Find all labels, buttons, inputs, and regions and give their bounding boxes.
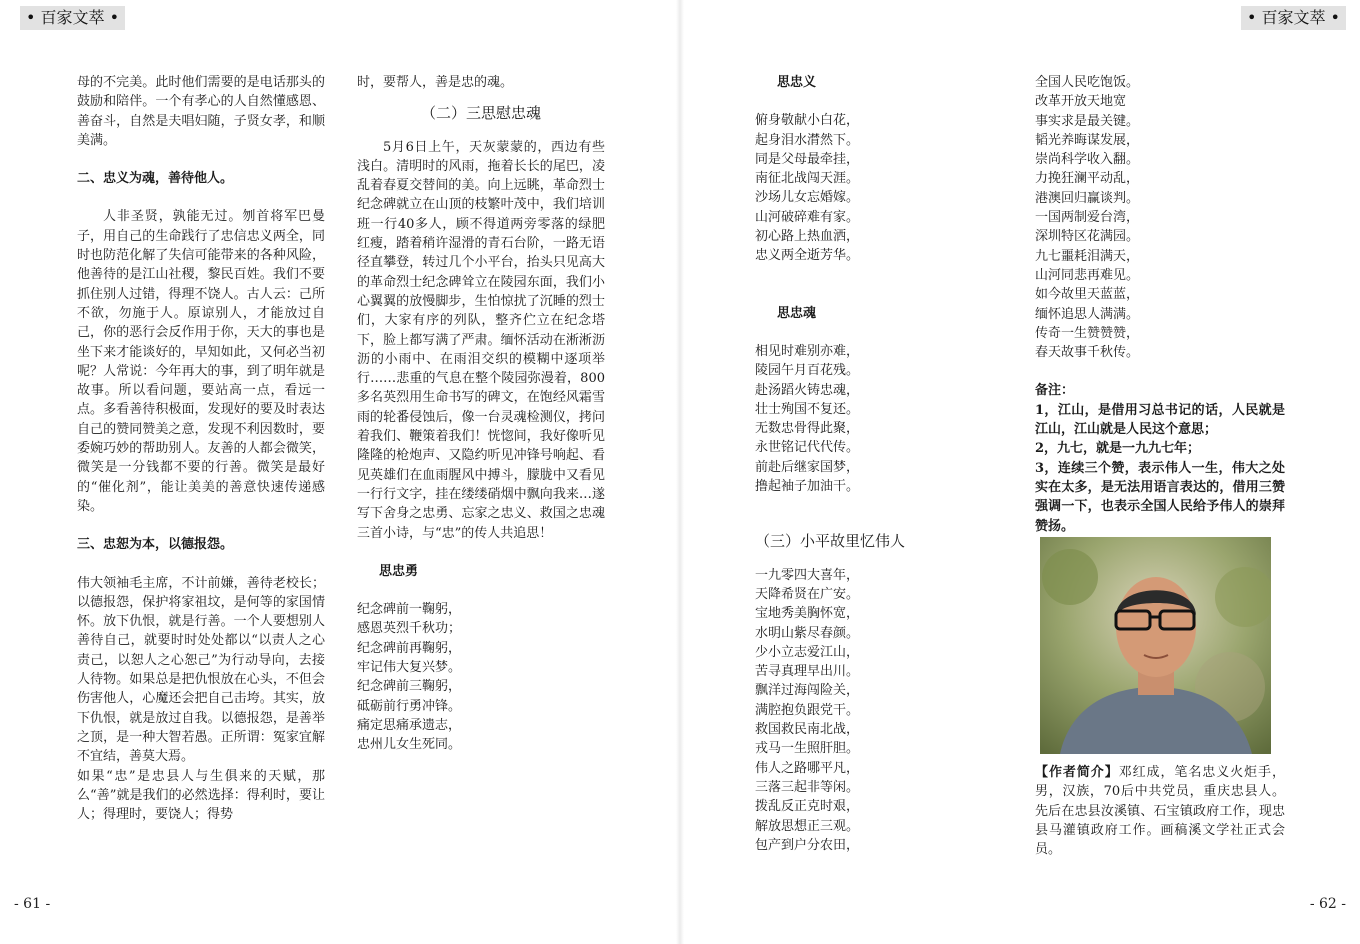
bio-text: 邓红成，笔名忠义火炬手，男，汉族，70后中共党员，重庆忠县人。先后在忠县汝溪镇、石宝镇政府工作，现忠县马灌镇政府工作。画稿溪文学社正式会员。 [1035,765,1285,858]
column-4 [1035,73,1285,533]
poem-line: 三落三起非等闲。 [755,779,860,795]
poem-line: 壮士殉国不复还。 [755,401,860,417]
poem-line: 深圳特区花满园。 [1035,229,1140,245]
section-heading: 二、忠义为魂，善待他人。 [77,171,234,187]
note-item: 3，连续三个赞，表示伟人一生，伟大之处实在太多，是无法用语言表达的，借用三赞强调一下，也表示全国人民给予伟人的崇拜赞扬。 [1035,460,1285,533]
poem-line: 前赴后继家国梦， [755,459,860,475]
poem-line: 解放思想正三观。 [755,818,860,834]
poem-line: 韬光养晦谋发展， [1035,132,1140,148]
poem-line: 港澳回归赢谈判。 [1035,190,1140,206]
poem [357,600,605,754]
poem-line: 牢记伟大复兴梦。 [357,660,462,676]
poem-line: 纪念碑前再鞠躬， [357,640,462,656]
note-item: 2，九七，就是一九九七年； [1035,441,1201,457]
poem-line: 满腔抱负跟党干。 [755,702,860,718]
poem-line: 纪念碑前一鞠躬， [357,602,462,618]
page-number-left: - 61 - [14,896,51,912]
poem-line: 如今故里天蓝蓝， [1035,287,1140,303]
poem-line: 初心路上热血洒， [755,229,860,245]
poem-line: 戎马一生照肝胆。 [755,741,860,757]
author-bio [1035,763,1285,859]
poem-title: 思忠勇 [379,563,419,579]
poem-line: 纪念碑前三鞠躬， [357,679,462,695]
page-spine [676,0,684,944]
poem-title: 思忠魂 [777,305,817,321]
poem [755,111,955,265]
note-item: 1，江山，是借用习总书记的话，人民就是江山，江山就是人民这个意思； [1035,402,1285,438]
poem-line: 水明山紫尽春颜。 [755,625,860,641]
page-number-right: - 62 - [1309,896,1346,912]
column-1 [77,73,325,863]
poem-line: 沙场儿女忘婚嫁。 [755,190,860,206]
poem-line: 救国救民南北战， [755,722,860,738]
poem-line: 无数忠骨得此聚， [755,421,860,437]
column-2 [357,73,605,833]
poem-line: 砥砺前行勇冲锋。 [357,698,462,714]
poem-line: 事实求是最关键。 [1035,113,1140,129]
notes [1035,381,1285,533]
poem-line: 苦寻真理早出川。 [755,664,860,680]
section-heading: （二）三思慰忠魂 [420,104,541,123]
poem-line: 同是父母最牵挂， [755,151,860,167]
section-heading: 三、忠恕为本，以德报怨。 [77,537,234,553]
poem-line: 全国人民吃饱饭。 [1035,75,1140,90]
author-photo [1040,537,1271,754]
poem-line: 力挽狂澜平动乱， [1035,171,1140,187]
poem-line: 山河同悲再难见。 [1035,267,1140,283]
poem [755,566,955,855]
poem-line: 传奇一生赞赞赞， [1035,325,1140,341]
poem-line: 九七噩耗泪满天， [1035,248,1140,264]
poem [1035,73,1285,362]
poem-line: 宝地秀美胸怀宽， [755,606,860,622]
poem-line: 一九零四大喜年， [755,567,860,583]
poem-line: 撸起袖子加油干。 [755,479,860,495]
poem-line: 忠州儿女生死同。 [357,737,462,753]
poem-line: 少小立志爱江山， [755,644,860,660]
poem-line: 俯身敬献小白花， [755,113,860,129]
header-tag-left: • 百家文萃 • [20,6,125,30]
poem-line: 陵园午月百花残。 [755,363,860,379]
paragraph: 5月6日上午，天灰蒙蒙的，西边有些浅白。清明时的风雨，拖着长长的尾巴，凌乱着春夏交替间的美。向上远眺，革命烈士纪念碑就立在山顶的枝繁叶茂中，我们培训班一行40多人，顾不得道两旁零落的绿肥红瘦，踏着稍许湿滑的青石台阶，一路无语径直攀登，转过几个小平台，抬头只见高大的革命烈士纪念碑耸立在陵园东面，我们小心翼翼的放慢脚步，生怕惊扰了沉睡的烈士们，大家有序的列队，整齐伫立在纪念塔下，脸上都写满了严肃。缅怀活动在淅淅沥沥的小雨中、在雨泪交织的模糊中逐项举行……悲重的气息在整个陵园弥漫着，800多名英烈用生命书写的碑文，在饱经风霜雪雨的轮番侵蚀后，像一台灵魂检测仪，拷问着我们、鞭策着我们！恍惚间，我好像听见隆隆的枪炮声、又隐约听见冲锋号响起、看见英雄们在血雨腥风中搏斗，朦胧中又看见一行行文字，挂在缕缕硝烟中飘向我来…遂写下舍身之忠勇、忘家之忠义、救国之忠魂三首小诗，与“忠”的传人共追思！ [357,139,605,541]
header-tag-right: • 百家文萃 • [1241,6,1346,30]
paragraph: 如果“忠”是忠县人与生俱来的天赋，那么“善”就是我们的必然选择：得利时，要让人；得理时，要饶人；得势 [77,768,325,823]
poem-line: 包产到户分农田， [755,837,860,853]
bio-lead: 【作者简介】 [1035,765,1119,780]
poem [755,342,955,496]
poem-line: 永世铭记代代传。 [755,440,860,456]
poem-line: 感恩英烈千秋功； [357,621,462,637]
paragraph: 伟大领袖毛主席，不计前嫌，善待老校长；以德报怨，保护将家祖坟，是何等的家国情怀。放下仇恨，就是行善。一个人要想别人善待自己，就要时时处处都以“以责人之心责己，以恕人之心恕己”为行动导向，去接人待物。如果总是把仇恨放在心头，不但会伤害他人，心魔还会把自己击垮。其实，放下仇恨，就是放过自我。以德报怨，是善举之顶，是一种大智若愚。正所谓：冤家宜解不宜结，善莫大焉。 [77,575,325,765]
notes-title: 备注： [1035,383,1075,399]
poem-line: 改革开放天地宽 [1035,94,1127,110]
paragraph: 人非圣贤，孰能无过。刎首将军巴曼子，用自己的生命践行了忠信忠义两全，同时也防范化解了失信可能带来的各种风险，他善待的是江山社稷，黎民百姓。我们不要抓住别人过错，得理不饶人。古人云：己所不欲，勿施于人。原谅别人，才能放过自己，你的恶行会反作用于你，天大的事也是坐下来才能谈好的，早知如此，又何必当初呢？人常说：今年再大的事，到了明年就是故事。所以看问题，要站高一点，看远一点。多看善待积极面，发现好的要及时表达自己的赞同赞美之意，发现不利因数时，要委婉巧妙的帮助别人。友善的人都会微笑，微笑是一分钱都不要的行善。微笑是最好的“催化剂”，能让美美的善意快速传递感染。 [77,209,325,514]
poem-line: 山河破碎难有家。 [755,209,860,225]
poem-line: 南征北战闯天涯。 [755,171,860,187]
poem-line: 缅怀追思人满满。 [1035,306,1140,322]
poem-line: 忠义两全逝芳华。 [755,248,860,264]
poem-line: 拨乱反正克时艰， [755,799,860,815]
paragraph: 时，要帮人，善是忠的魂。 [357,75,514,90]
poem-line: 赴汤蹈火铸忠魂， [755,382,860,398]
section-heading: （三）小平故里忆伟人 [755,532,906,551]
poem-line: 痛定思痛承遗志， [357,717,462,733]
poem-line: 相见时难别亦难， [755,343,860,359]
poem-line: 起身泪水潸然下。 [755,132,860,148]
poem-line: 春天故事千秋传。 [1035,345,1140,361]
author-portrait-image [1040,537,1271,754]
poem-line: 天降希贤在广安。 [755,586,860,602]
poem-line: 飘洋过海闯险关， [755,683,860,699]
poem-title: 思忠义 [777,75,817,90]
poem-line: 崇尚科学收入翻。 [1035,152,1140,168]
paragraph: 母的不完美。此时他们需要的是电话那头的鼓励和陪伴。一个有孝心的人自然懂感恩、善奋斗，自然是夫唱妇随，子贤女孝，和顺美满。 [77,75,325,148]
poem-line: 伟人之路哪平凡， [755,760,860,776]
poem-line: 一国两制爱台湾， [1035,210,1140,226]
column-3 [755,73,955,863]
